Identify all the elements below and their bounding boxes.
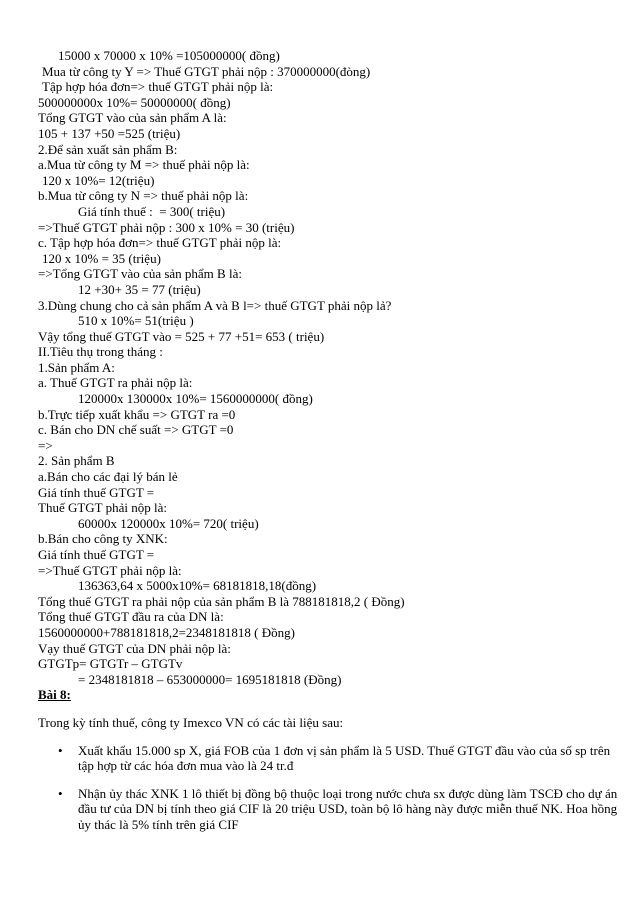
text-line: c. Tập hợp hóa đơn=> thuế GTGT phải nộp là:	[38, 235, 282, 251]
text-line: 500000000x 10%= 50000000( đồng)	[38, 94, 231, 110]
text-line: Giá tính thuế : = 300( triệu)	[78, 203, 226, 219]
text-line: Tổng thuế GTGT đầu ra của DN là:	[38, 609, 224, 625]
text-line: 120 x 10%= 12(triệu)	[42, 172, 155, 188]
text-line: Giá tính thuế GTGT =	[38, 484, 155, 500]
text-line: = 2348181818 – 653000000= 1695181818 (Đồng)	[78, 671, 342, 687]
intro-text: Trong kỳ tính thuế, công ty Imexco VN có các tài liệu sau:	[38, 714, 344, 730]
text-line: 60000x 120000x 10%= 720( triệu)	[78, 515, 259, 531]
text-line: 15000 x 70000 x 10% =105000000( đồng)	[58, 48, 280, 63]
text-line: a.Bán cho các đại lý bán lẻ	[38, 469, 178, 485]
text-line: Thuế GTGT phải nộp là:	[38, 500, 168, 516]
text-line: Vạy thuế GTGT của DN phải nộp là:	[38, 640, 231, 656]
section-heading: Bài 8:	[38, 687, 71, 703]
text-line: Vậy tổng thuế GTGT vào = 525 + 77 +51= 653 ( triệu)	[38, 328, 325, 344]
bullet-item	[38, 743, 618, 774]
text-line: 120000x 130000x 10%= 1560000000( đồng)	[78, 391, 313, 407]
text-line: Giá tính thuế GTGT =	[38, 547, 155, 562]
text-line: c. Bán cho DN chế suất => GTGT =0	[38, 422, 234, 438]
bullet-text: Xuất khẩu 15.000 sp X, giá FOB của 1 đơn vị sản phẩm là 5 USD. Thuế GTGT đầu vào của số sp trên tập hợp từ các hóa đơn mua vào là 24 tr.đ	[78, 742, 611, 774]
text-line: Mua từ công ty Y => Thuế GTGT phải nộp : 370000000(đòng)	[42, 63, 371, 79]
text-line: 1.Sản phẩm A:	[38, 359, 115, 375]
spacer	[38, 703, 618, 715]
bullet-text: Nhận ủy thác XNK 1 lô thiết bị đồng bộ thuộc loại trong nước chưa sx được dùng làm TSCĐ cho dự án đầu tư của DN bị tính theo giá CIF là 20 triệu USD, toàn bộ lô hàng này được miễn thuế NK. Hoa hồng ủy thác là 5% tính trên giá CIF	[78, 785, 618, 832]
text-line: Tổng thuế GTGT ra phải nộp của sản phẩm B là 788181818,2 ( Đồng)	[38, 593, 405, 609]
text-line: 1560000000+788181818,2=2348181818 ( Đồng)	[38, 624, 295, 640]
text-line: a.Mua từ công ty M => thuế phải nộp là:	[38, 157, 250, 173]
text-line: II.Tiêu thụ trong tháng :	[38, 344, 163, 360]
text-line: b.Bán cho công ty XNK:	[38, 531, 168, 547]
text-line: 2. Sản phẩm B	[38, 453, 115, 469]
bullet-item	[38, 786, 618, 833]
text-line: Tổng GTGT vào của sản phẩm A là:	[38, 110, 227, 126]
text-line: =>Tổng GTGT vào của sản phẩm B là:	[38, 266, 242, 282]
text-line: 12 +30+ 35 = 77 (triệu)	[78, 281, 201, 297]
text-line: GTGTp= GTGTr – GTGTv	[38, 656, 183, 672]
spacer	[38, 731, 618, 743]
document-page	[38, 48, 618, 845]
text-line: 120 x 10% = 35 (triệu)	[42, 250, 161, 266]
bullet-icon: •	[58, 742, 63, 758]
text-line: b.Trực tiếp xuất khẩu => GTGT ra =0	[38, 406, 236, 422]
text-line: a. Thuế GTGT ra phải nộp là:	[38, 375, 193, 391]
text-line: =>	[38, 437, 53, 453]
text-line: 510 x 10%= 51(triệu )	[78, 313, 194, 329]
bullet-list	[38, 743, 618, 833]
bullet-icon: •	[58, 785, 63, 801]
text-line: 3.Dùng chung cho cả sản phẩm A và B l=> thuế GTGT phải nộp lả?	[38, 297, 392, 313]
text-line: =>Thuế GTGT phải nộp là:	[38, 562, 182, 578]
text-line: Tập hợp hóa đơn=> thuế GTGT phải nộp là:	[42, 79, 274, 95]
text-line: 105 + 137 +50 =525 (triệu)	[38, 125, 181, 141]
text-line: b.Mua từ công ty N => thuế phải nộp là:	[38, 188, 249, 204]
text-line: 2.Để sản xuất sản phẩm B:	[38, 141, 178, 157]
text-line: =>Thuế GTGT phải nộp : 300 x 10% = 30 (triệu)	[38, 219, 295, 235]
text-line: 136363,64 x 5000x10%= 68181818,18(đồng)	[78, 578, 317, 594]
